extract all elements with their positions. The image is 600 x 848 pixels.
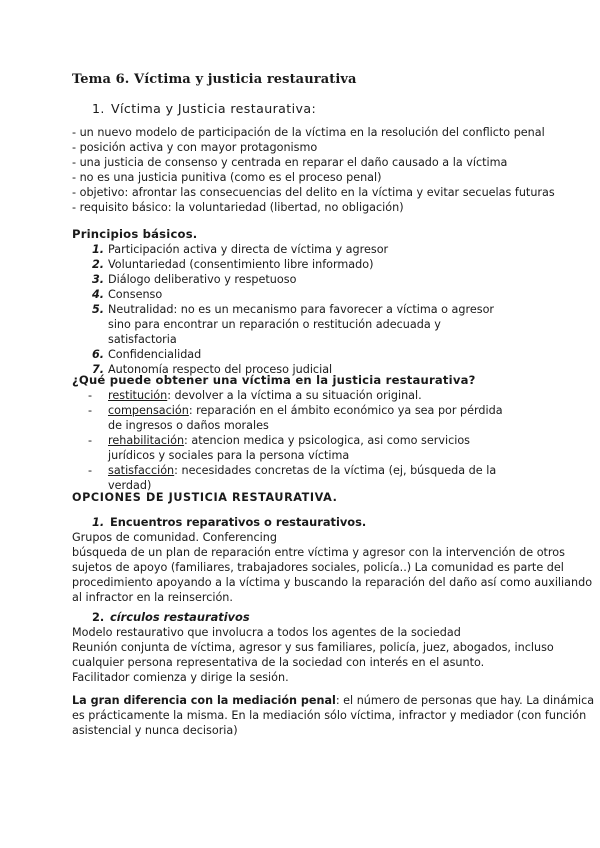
list-item: 1. Participación activa y directa de víctima y agresor xyxy=(92,243,389,256)
list-item: 4. Consenso xyxy=(92,288,163,301)
intro-line: - una justicia de consenso y centrada en reparar el daño causado a la víctima xyxy=(72,156,508,169)
list-item: 6. Confidencialidad xyxy=(92,348,202,361)
obtener-heading: ¿Qué puede obtener una víctima en la justicia restaurativa? xyxy=(72,373,476,387)
diferencia-paragraph: La gran diferencia con la mediación penal: el número de personas que hay. La dinámica es prácticamente la misma. En la mediación sólo víctima, infractor y mediador (con función asistencial y nunca decisoria) xyxy=(72,694,595,737)
list-item: 7. Autonomía respecto del proceso judicial xyxy=(92,363,333,376)
list-item: - rehabilitación: atencion medica y psicologica, asi como servicios jurídicos y sociales para la persona víctima xyxy=(88,434,471,462)
principios-list xyxy=(92,242,512,377)
intro-list xyxy=(72,125,555,215)
encuentros-text: Grupos de comunidad. Conferencing búsqueda de un plan de reparación entre víctima y agresor con la intervención de otros sujetos de apoyo (familiares, trabajadores sociales, policía..) La comunidad es parte del procedimiento apoyando a la víctima y buscando la reparación del daño así como auxiliando al infractor en la reinserción. xyxy=(72,531,593,604)
list-item: 2. Voluntariedad (consentimiento libre informado) xyxy=(92,258,374,271)
page-title: Tema 6. Víctima y justicia restaurativa xyxy=(72,72,357,87)
intro-line: - posición activa y con mayor protagonismo xyxy=(72,141,318,154)
circulos-text: Modelo restaurativo que involucra a todos los agentes de la sociedad Reunión conjunta de víctima, agresor y sus familiares, policía, juez, abogados, incluso cualquier persona representativa de la sociedad con interés en el asunto. Facilitador comienza y dirige la sesión. xyxy=(72,626,554,684)
intro-line: - un nuevo modelo de participación de la víctima en la resolución del conflicto penal xyxy=(72,126,545,139)
list-item: 5. Neutralidad: no es un mecanismo para favorecer a víctima o agresor sino para encontrar un reparación o restitución adecuada y satisfactoria xyxy=(92,303,495,346)
list-item: - satisfacción: necesidades concretas de la víctima (ej, búsqueda de la verdad) xyxy=(88,464,497,492)
list-item: 3. Diálogo deliberativo y respetuoso xyxy=(92,273,297,286)
option-heading-encuentros: 1. Encuentros reparativos o restaurativos. xyxy=(92,515,367,529)
intro-line: - no es una justicia punitiva (como es el proceso penal) xyxy=(72,171,382,184)
list-item: - compensación: reparación en el ámbito económico ya sea por pérdida de ingresos o daños morales xyxy=(88,404,503,432)
intro-line: - objetivo: afrontar las consecuencias del delito en la víctima y evitar secuelas futuras xyxy=(72,186,555,199)
list-item: - restitución: devolver a la víctima a su situación original. xyxy=(88,389,422,402)
opciones-heading: OPCIONES DE JUSTICIA RESTAURATIVA. xyxy=(72,491,338,504)
option-heading-circulos: 2. círculos restaurativos xyxy=(92,610,250,624)
intro-line: - requisito básico: la voluntariedad (libertad, no obligación) xyxy=(72,201,404,214)
section-heading-victima: 1. Víctima y Justicia restaurativa: xyxy=(92,101,317,116)
obtener-list xyxy=(88,388,508,493)
principios-heading: Principios básicos. xyxy=(72,227,198,241)
